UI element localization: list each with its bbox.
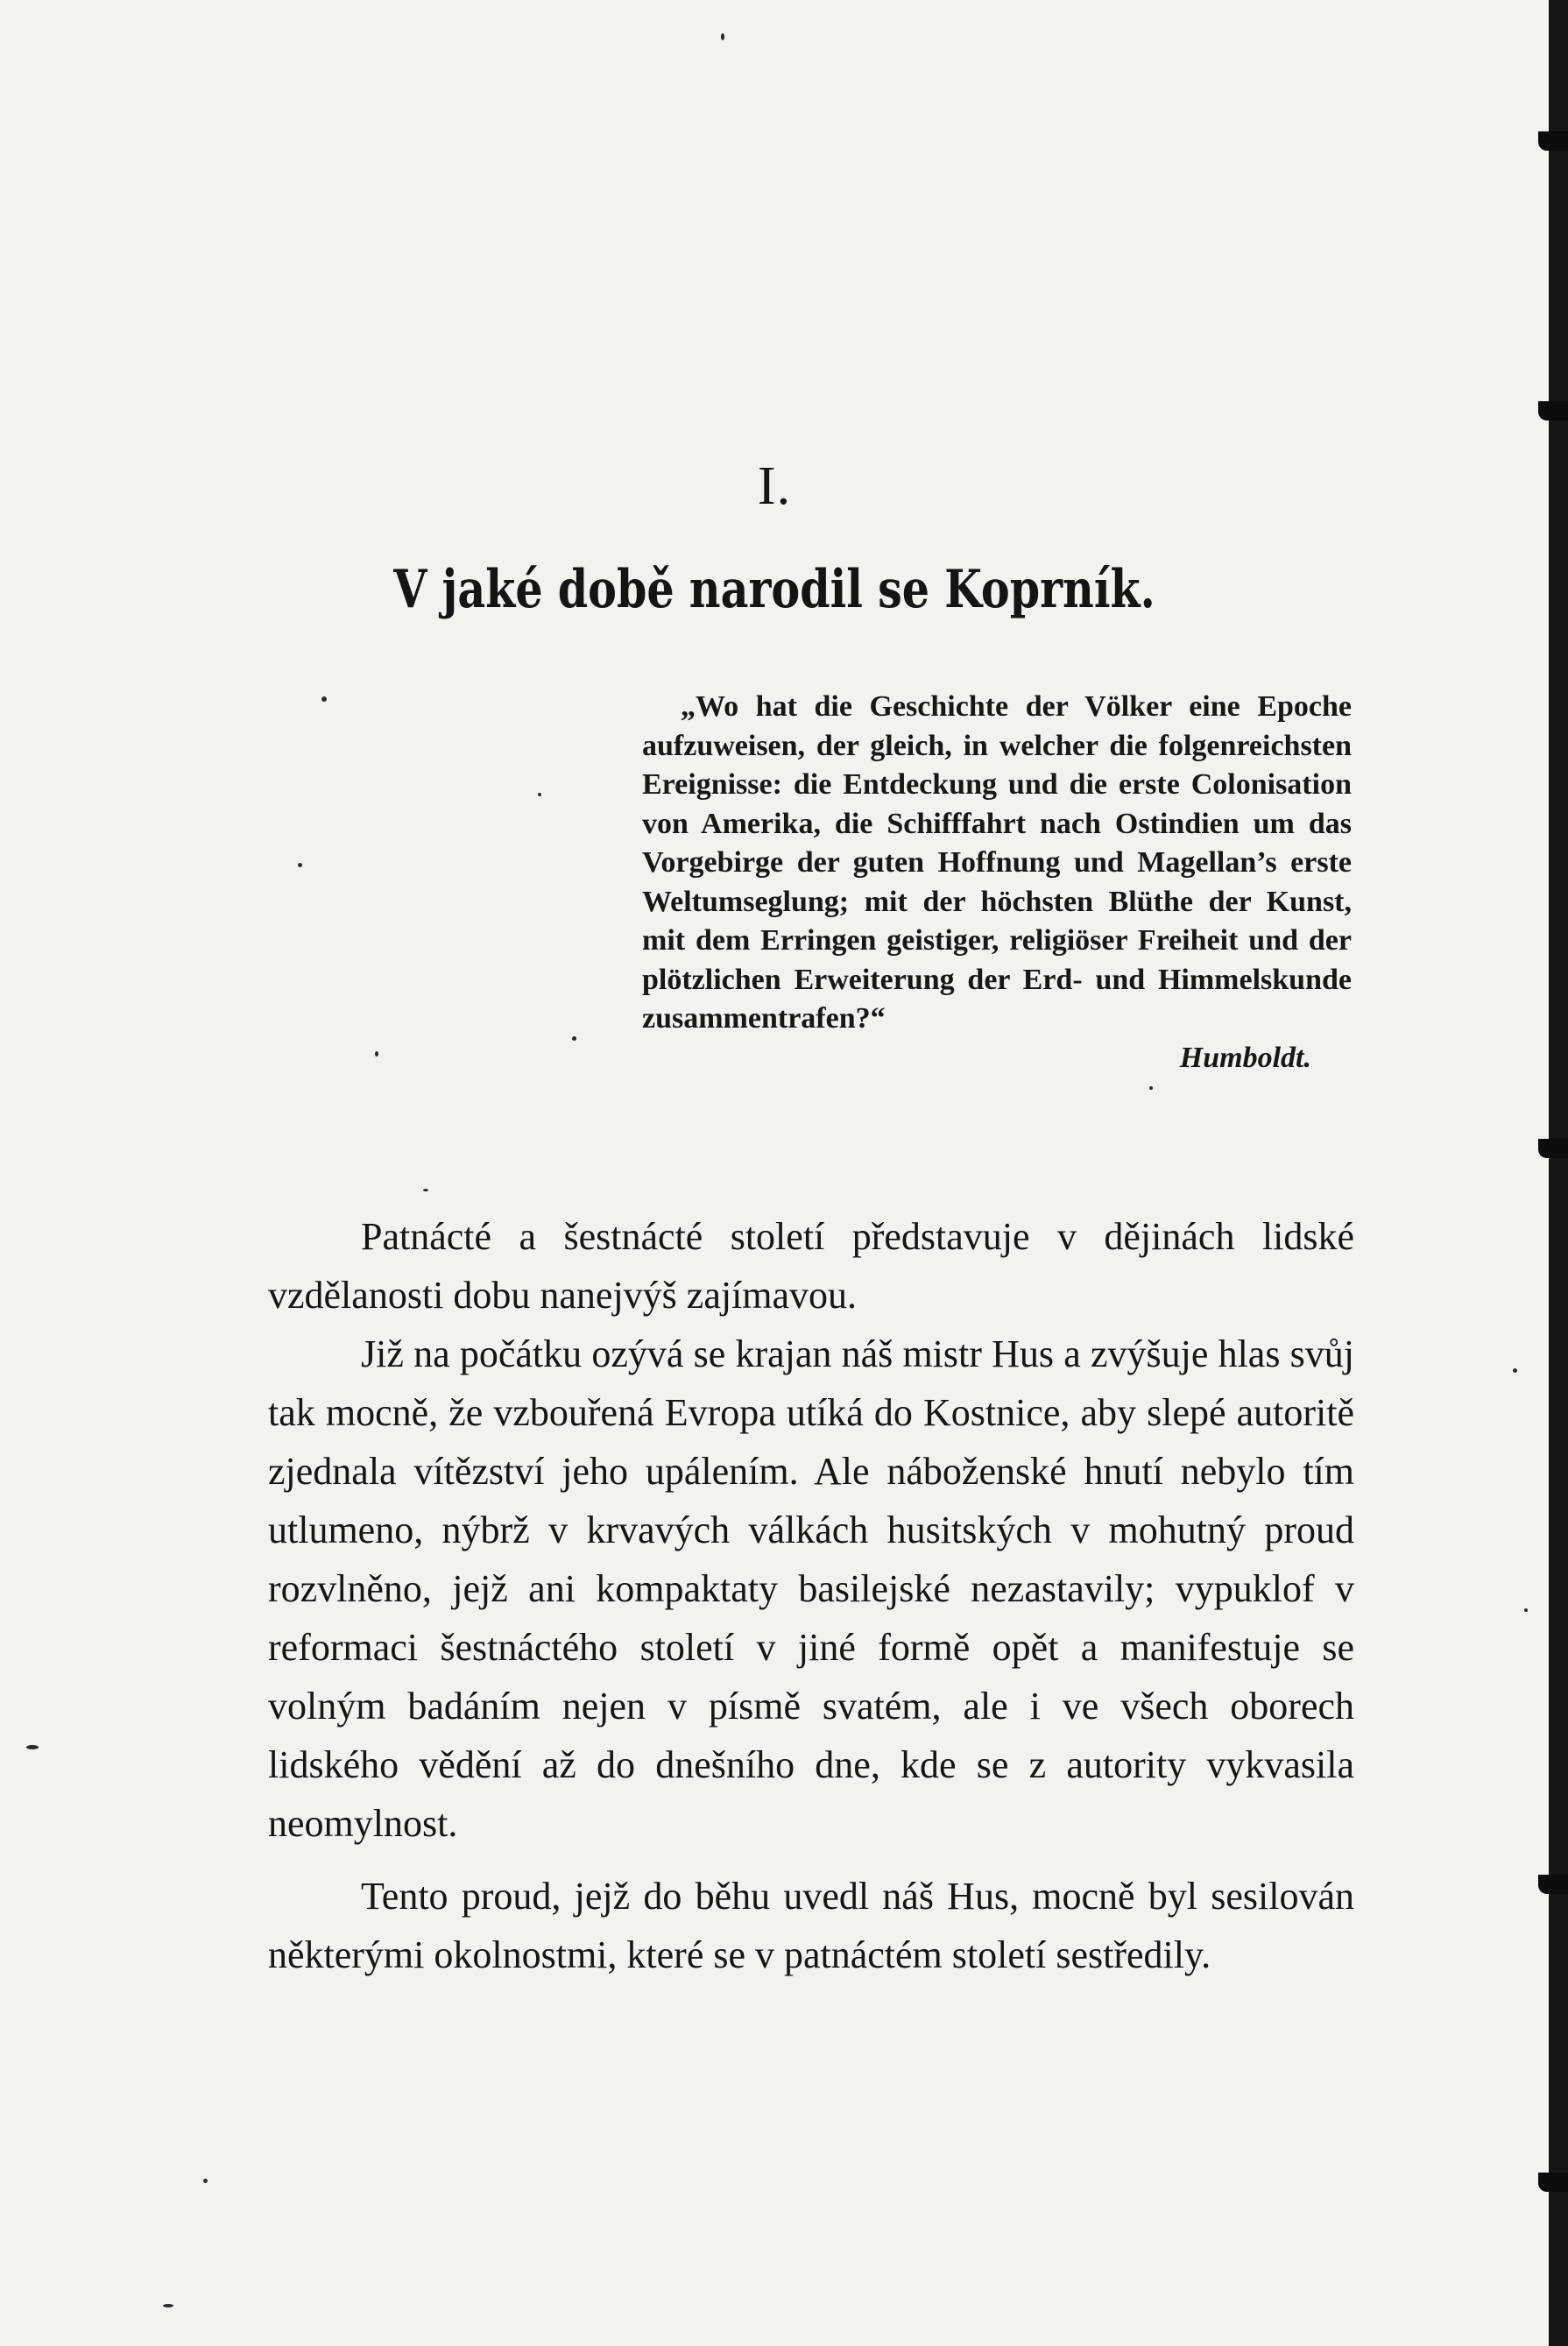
scan-speck [721,33,724,40]
chapter-title: V jaké době narodil se Koprník. [393,559,1155,620]
epigraph-quote: „Wo hat die Geschichte der Völker eine Epoche aufzuweisen, der gleich, in welcher die folgenreichsten Ereignisse: die Entdeckung und die erste Colonisation von Amerika, die Schifffahrt nach Ostindien um das Vorgebirge der guten Hoffnung und Magellan’s erste Weltumseglung; mit der höchsten Blüthe der Kunst, mit dem Erringen geistiger, religiöser Freiheit und der plötzlichen Erweiterung der Erd- und Himmelskunde zusammentrafen?“ [642,690,1352,1035]
scan-speck [1513,1368,1517,1373]
scan-speck [321,696,327,702]
edge-mark [1538,2173,1568,2192]
scan-speck [1524,1608,1528,1612]
paragraph: Již na počátku ozývá se krajan náš mistr Hus a zvýšuje hlas svůj tak mocně, že vzbouřená Evropa utíká do Kostnice, aby slepé autoritě zjednala vítězství jeho upálením. Ale náboženské hnutí nebylo tím utlumeno, nýbrž v krvavých válkách husitských v mohutný proud rozvlněno, jejž ani kompaktaty basilejské nezastavily; vypuklof v reformaci šestnáctého století v jiné formě opět a manifestuje se volným badáním nejen v písmě svatém, ale i ve všech oborech lidského vědění až do dnešního dne, kde se z autority vykvasila neomylnost. [268,1332,1354,1845]
scan-speck [423,1189,428,1191]
epigraph-author: Humboldt. [1179,1041,1311,1074]
edge-mark [1538,1139,1568,1158]
paragraph: Tento proud, jejž do běhu uvedl náš Hus, mocně byl sesilován některými okolnostmi, které se v patnáctém století sestředily. [268,1875,1354,1976]
chapter-number: I. [757,456,792,516]
page-binding-edge [1549,0,1568,2346]
paragraph: Patnácté a šestnácté století představuje v dějinách lidské vzdělanosti dobu nanejvýš zajímavou. [268,1215,1354,1317]
scan-speck [203,2179,208,2183]
scan-speck [572,1036,576,1041]
scan-speck [298,863,302,867]
scan-speck [538,793,541,796]
edge-mark [1538,401,1568,420]
edge-mark [1538,131,1568,151]
scan-speck [1149,1086,1153,1090]
scan-speck [26,1745,39,1749]
edge-mark [1538,1875,1568,1894]
epigraph [642,688,1352,1078]
body-text [268,1207,1354,1984]
scan-speck [375,1051,378,1056]
scan-speck [163,2304,173,2307]
